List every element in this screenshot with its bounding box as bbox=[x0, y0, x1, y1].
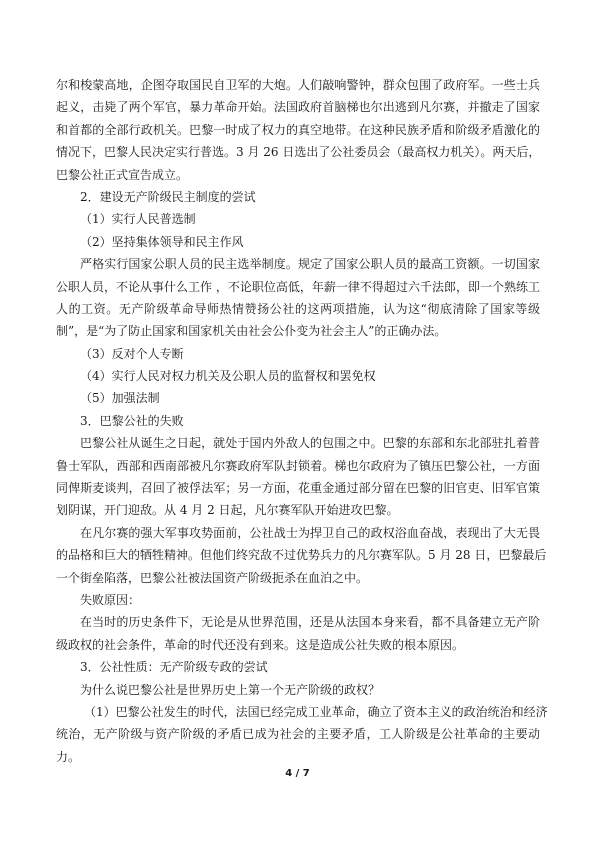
paragraph-line: 巴黎公社从诞生之日起，就处于国内外敌人的包围之中。巴黎的东部和东北部驻扎着普 bbox=[80, 436, 540, 451]
paragraph-line: 和首都的全部行政机关。巴黎一时成了权力的真空地带。在这种民族矛盾和阶级矛盾激化的 bbox=[56, 122, 540, 137]
paragraph-line: 起义，击毙了两个军官，暴力革命开始。法国政府首脑梯也尔出逃到凡尔赛，并撤走了国家 bbox=[56, 100, 540, 115]
paragraph-line: 尔和梭蒙高地，企图夺取国民自卫军的大炮。人们敲响警钟，群众包围了政府军。一些士兵 bbox=[56, 78, 540, 92]
paragraph-line: 一个街垒陷落，巴黎公社被法国资产阶级扼杀在血泊之中。 bbox=[56, 570, 369, 585]
paragraph-line: （1）巴黎公社发生的时代，法国已经完成工业革命，确立了资本主义的政治统治和经济 bbox=[84, 704, 548, 719]
paragraph-line: 公职人员，不论从事什么工作 ，不论职位高低，年薪一律不得超过六千法郎，即一个熟练工 bbox=[56, 279, 540, 294]
list-item: （5）加强法制 bbox=[80, 391, 160, 406]
list-item: （2）坚持集体领导和民主作风 bbox=[80, 234, 244, 249]
section-heading: 3．巴黎公社的失败 bbox=[80, 413, 184, 428]
paragraph-line: 制”，是“为了防止国家和国家机关由社会公仆变为社会主人”的正确办法。 bbox=[56, 324, 447, 339]
paragraph-line: 严格实行国家公职人员的民主选举制度。规定了国家公职人员的最高工资额。一切国家 bbox=[80, 257, 540, 272]
list-item: （1）实行人民普选制 bbox=[80, 212, 196, 227]
list-item: （4）实行人民对权力机关及公职人员的监督权和罢免权 bbox=[80, 369, 376, 384]
paragraph-line: 情况下，巴黎人民决定实行普选。3 月 26 日选出了公社委员会（最高权力机关）。两天后， bbox=[56, 145, 541, 160]
section-heading: 2．建设无产阶级民主制度的尝试 bbox=[80, 189, 256, 204]
paragraph-line: 人的工资。无产阶级革命导师热情赞扬公社的这两项措施，认为这“彻底清除了国家等级 bbox=[56, 301, 540, 316]
paragraph-line: 划阴谋，开门迎敌。从 4 月 2 日起，凡尔赛军队开始进攻巴黎。 bbox=[56, 503, 399, 518]
paragraph-line: 在凡尔赛的强大军事攻势面前，公社战士为捍卫自己的政权浴血奋战，表现出了大无畏 bbox=[80, 525, 540, 540]
question-line: 为什么说巴黎公社是世界历史上第一个无产阶级的政权？ bbox=[80, 682, 381, 697]
paragraph-line: 巴黎公社正式宣告成立。 bbox=[56, 167, 189, 182]
paragraph-line: 级政权的社会条件，革命的时代还没有到来。这是造成公社失败的根本原因。 bbox=[56, 637, 465, 652]
paragraph-line: 力。 bbox=[56, 749, 81, 764]
paragraph-line: 在当时的历史条件下，无论是从世界范围，还是从法国本身来看，都不具备建立无产阶 bbox=[80, 615, 540, 630]
subheading: 失败原因： bbox=[80, 592, 141, 607]
paragraph-line: 同俾斯麦谈判，召回了被俘法军；另一方面，花重金通过部分留在巴黎的旧官吏、旧军官策 bbox=[56, 481, 540, 496]
body-text bbox=[56, 74, 548, 768]
page-number: 4 / 7 bbox=[285, 768, 310, 779]
list-item: （3）反对个人专断 bbox=[80, 346, 184, 361]
paragraph-line: 的品格和巨大的牺牲精神。但他们终究敌不过优势兵力的凡尔赛军队。5 月 28 日，巴黎最后 bbox=[56, 548, 547, 563]
paragraph-line: 统治，无产阶级与资产阶级的矛盾已成为社会的主要矛盾，工人阶级是公社革命的主要动 bbox=[56, 727, 540, 742]
section-heading: 3．公社性质：无产阶级专政的尝试 bbox=[80, 660, 268, 675]
paragraph-line: 鲁士军队，西部和西南部被凡尔赛政府军队封锁着。梯也尔政府为了镇压巴黎公社，一方面 bbox=[56, 458, 540, 473]
